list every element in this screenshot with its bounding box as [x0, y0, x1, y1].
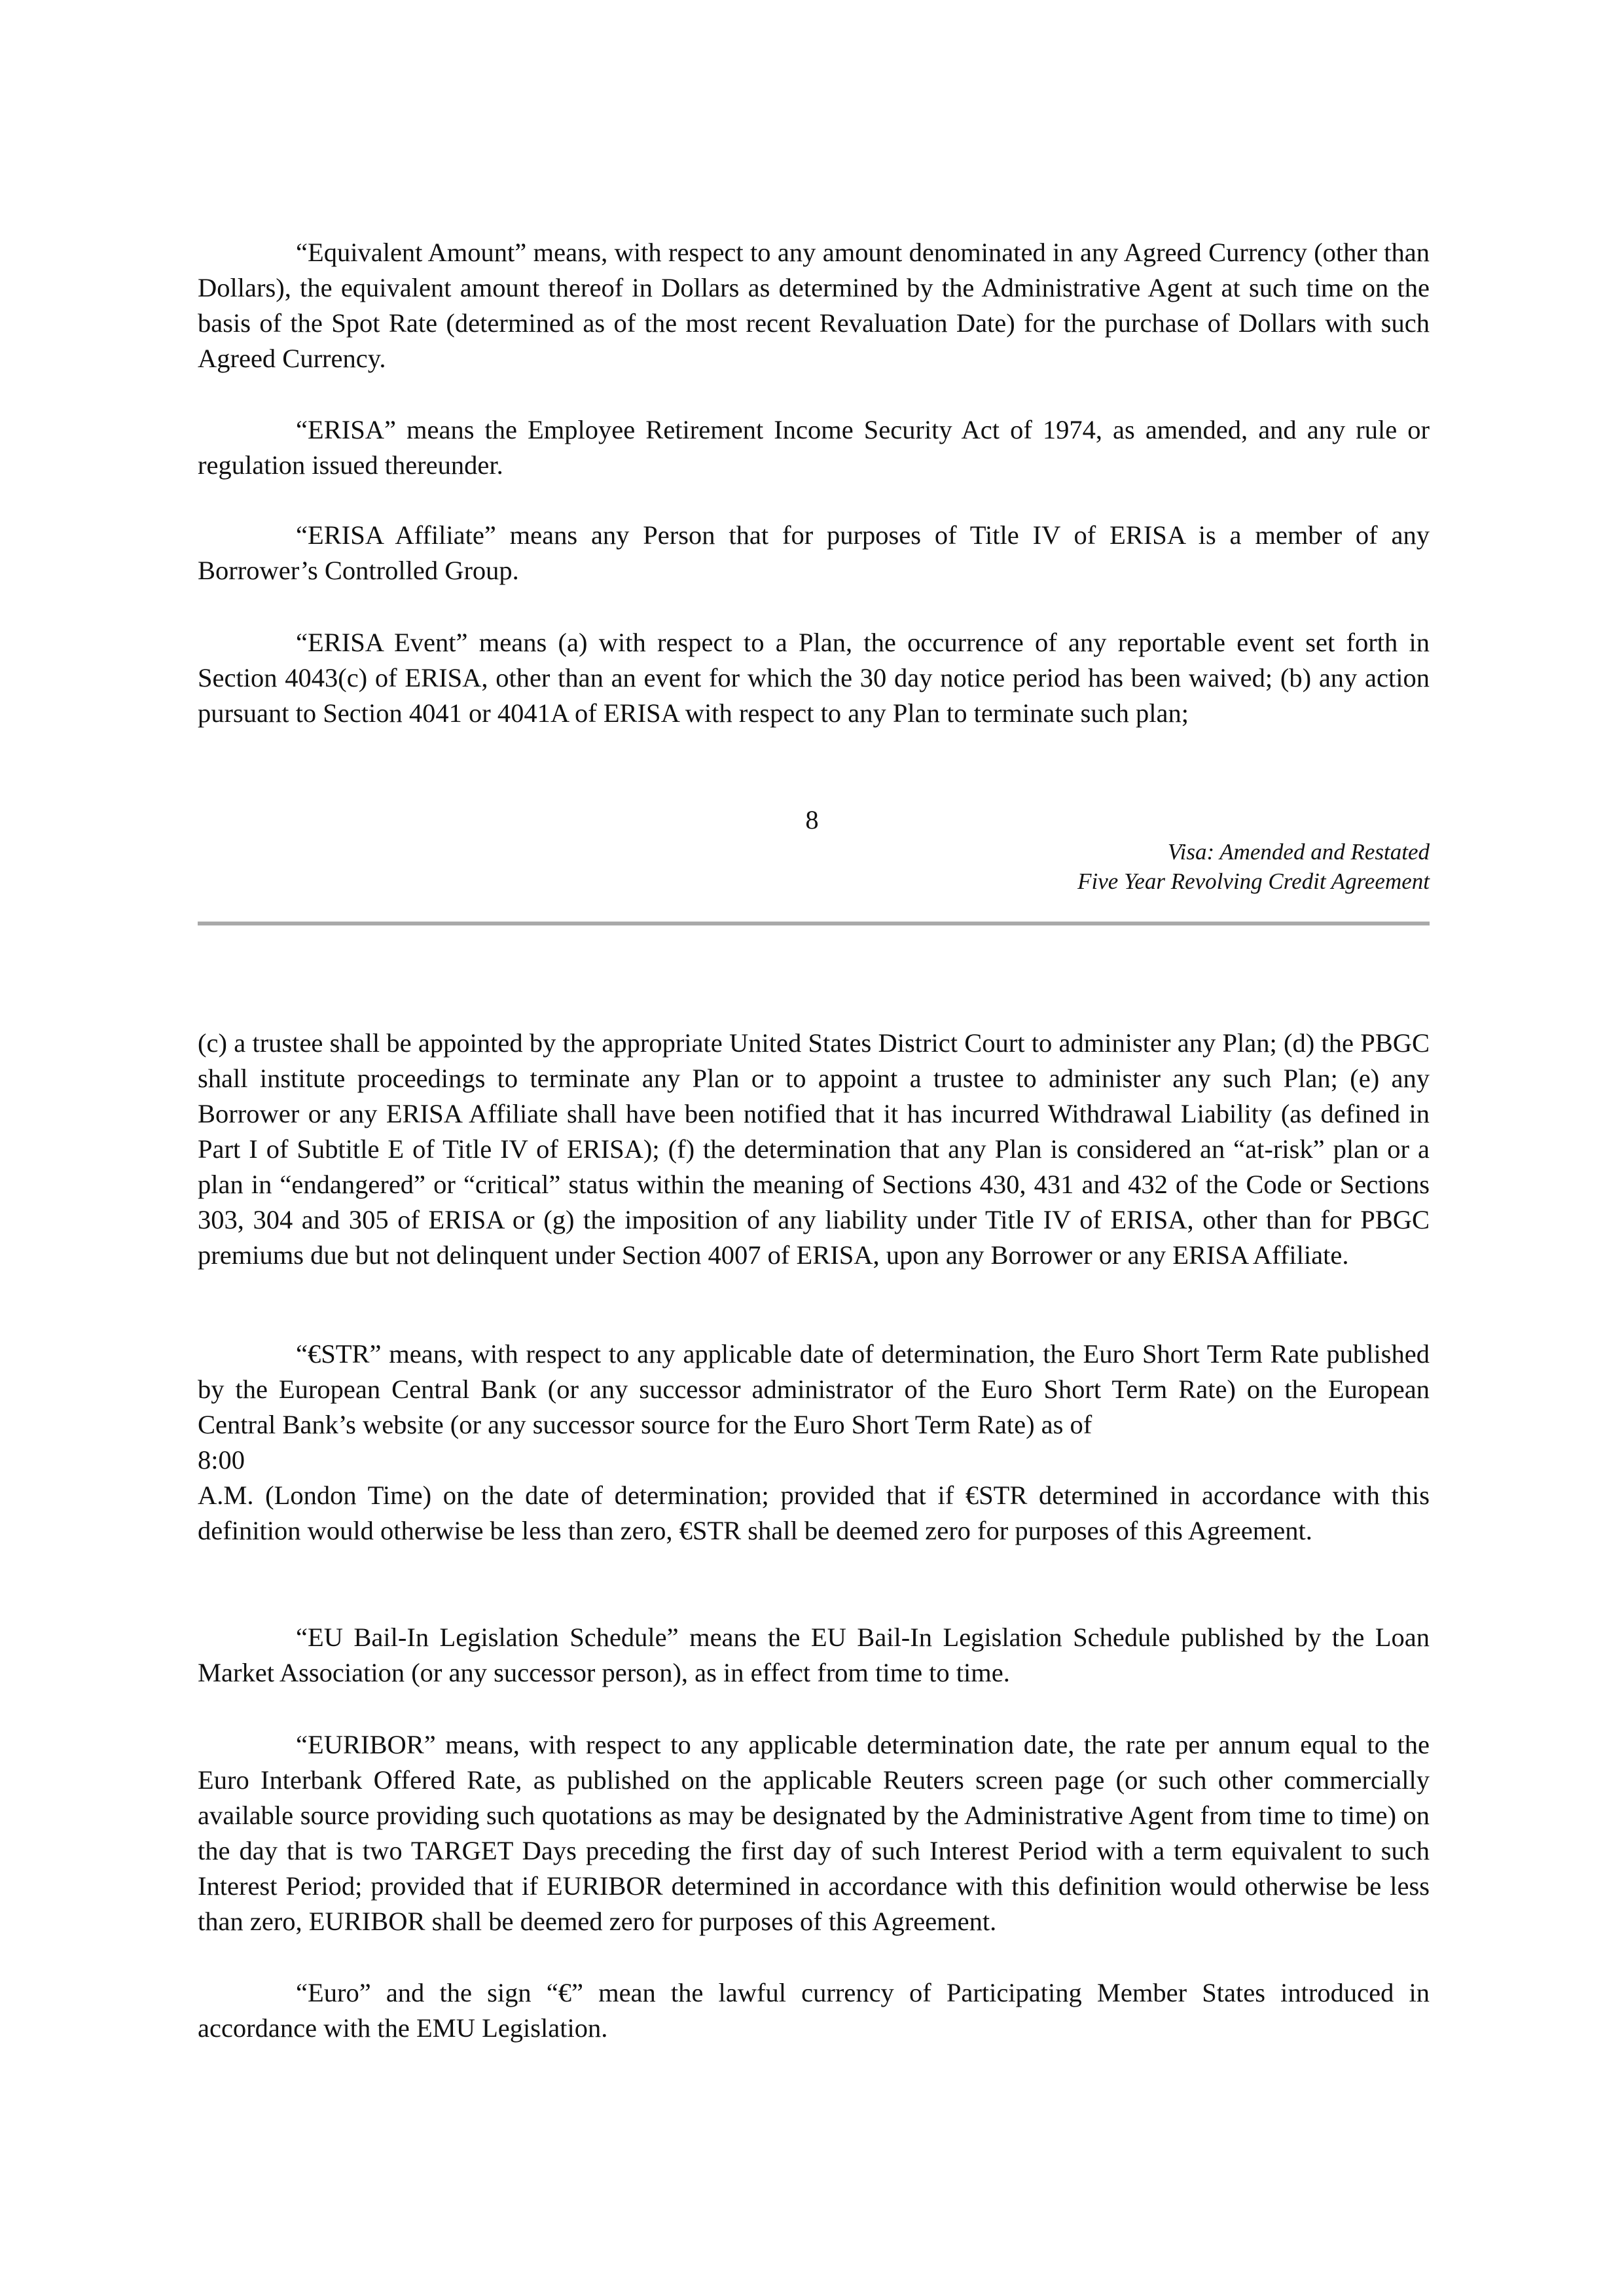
- definition-estr: “€STR” means, with respect to any applicable date of determination, the Euro Short Term Rate published by the European Central Bank (or any successor administrator of the Euro Short Term Rate) on the European Central Bank’s website (or any successor source for the Euro Short Term Rate) as of: [198, 1339, 1430, 1439]
- definition-erisa-event: “ERISA Event” means (a) with respect to a Plan, the occurrence of any reportable event set forth in Section 4043(c) of ERISA, other than an event for which the 30 day notice period has been waived; (b) any action pursuant to Section 4041 or 4041A of ERISA with respect to any Plan to terminate such plan;: [198, 628, 1430, 728]
- erisa-event-continuation: (c) a trustee shall be appointed by the appropriate United States District Court to administer any Plan; (d) the PBGC shall institute proceedings to terminate any Plan or to appoint a trustee to administer any such Plan; (e) any Borrower or any ERISA Affiliate shall have been notified that it has incurred Withdrawal Liability (as defined in Part I of Subtitle E of Title IV of ERISA); (f) the determination that any Plan is considered an “at-risk” plan or a plan in “endangered” or “critical” status within the meaning of Sections 430, 431 and 432 of the Code or Sections 303, 304 and 305 of ERISA or (g) the imposition of any liability under Title IV of ERISA, other than for PBGC premiums due but not delinquent under Section 4007 of ERISA, upon any Borrower or any ERISA Affiliate.: [198, 1028, 1430, 1270]
- footer-document-title: Visa: Amended and Restated: [1167, 839, 1430, 865]
- page-number: 8: [805, 805, 819, 834]
- definition-euro: “Euro” and the sign “€” mean the lawful currency of Participating Member States introduced in accordance with the EMU Legislation.: [198, 1978, 1430, 2043]
- definition-erisa: “ERISA” means the Employee Retirement Income Security Act of 1974, as amended, and any rule or regulation issued thereunder.: [198, 415, 1430, 480]
- page-divider: [198, 922, 1430, 925]
- definition-erisa-affiliate: “ERISA Affiliate” means any Person that for purposes of Title IV of ERISA is a member of any Borrower’s Controlled Group.: [198, 520, 1430, 585]
- definition-estr-time: 8:00: [198, 1445, 245, 1475]
- definition-estr-continuation: A.M. (London Time) on the date of determination; provided that if €STR determined in accordance with this definition would otherwise be less than zero, €STR shall be deemed zero for purposes of this Agreement.: [198, 1480, 1430, 1545]
- footer-agreement-name: Five Year Revolving Credit Agreement: [1077, 869, 1430, 894]
- definition-euribor: “EURIBOR” means, with respect to any applicable determination date, the rate per annum equal to the Euro Interbank Offered Rate, as published on the applicable Reuters screen page (or such other commercially available source providing such quotations as may be designated by the Administrative Agent from time to time) on the day that is two TARGET Days preceding the first day of such Interest Period with a term equivalent to such Interest Period; provided that if EURIBOR determined in accordance with this definition would otherwise be less than zero, EURIBOR shall be deemed zero for purposes of this Agreement.: [198, 1730, 1430, 1936]
- definition-eu-bail-in: “EU Bail-In Legislation Schedule” means the EU Bail-In Legislation Schedule published by the Loan Market Association (or any successor person), as in effect from time to time.: [198, 1623, 1430, 1687]
- definition-equivalent-amount: “Equivalent Amount” means, with respect to any amount denominated in any Agreed Currency (other than Dollars), the equivalent amount thereof in Dollars as determined by the Administrative Agent at such time on the basis of the Spot Rate (determined as of the most recent Revaluation Date) for the purchase of Dollars with such Agreed Currency.: [198, 238, 1430, 373]
